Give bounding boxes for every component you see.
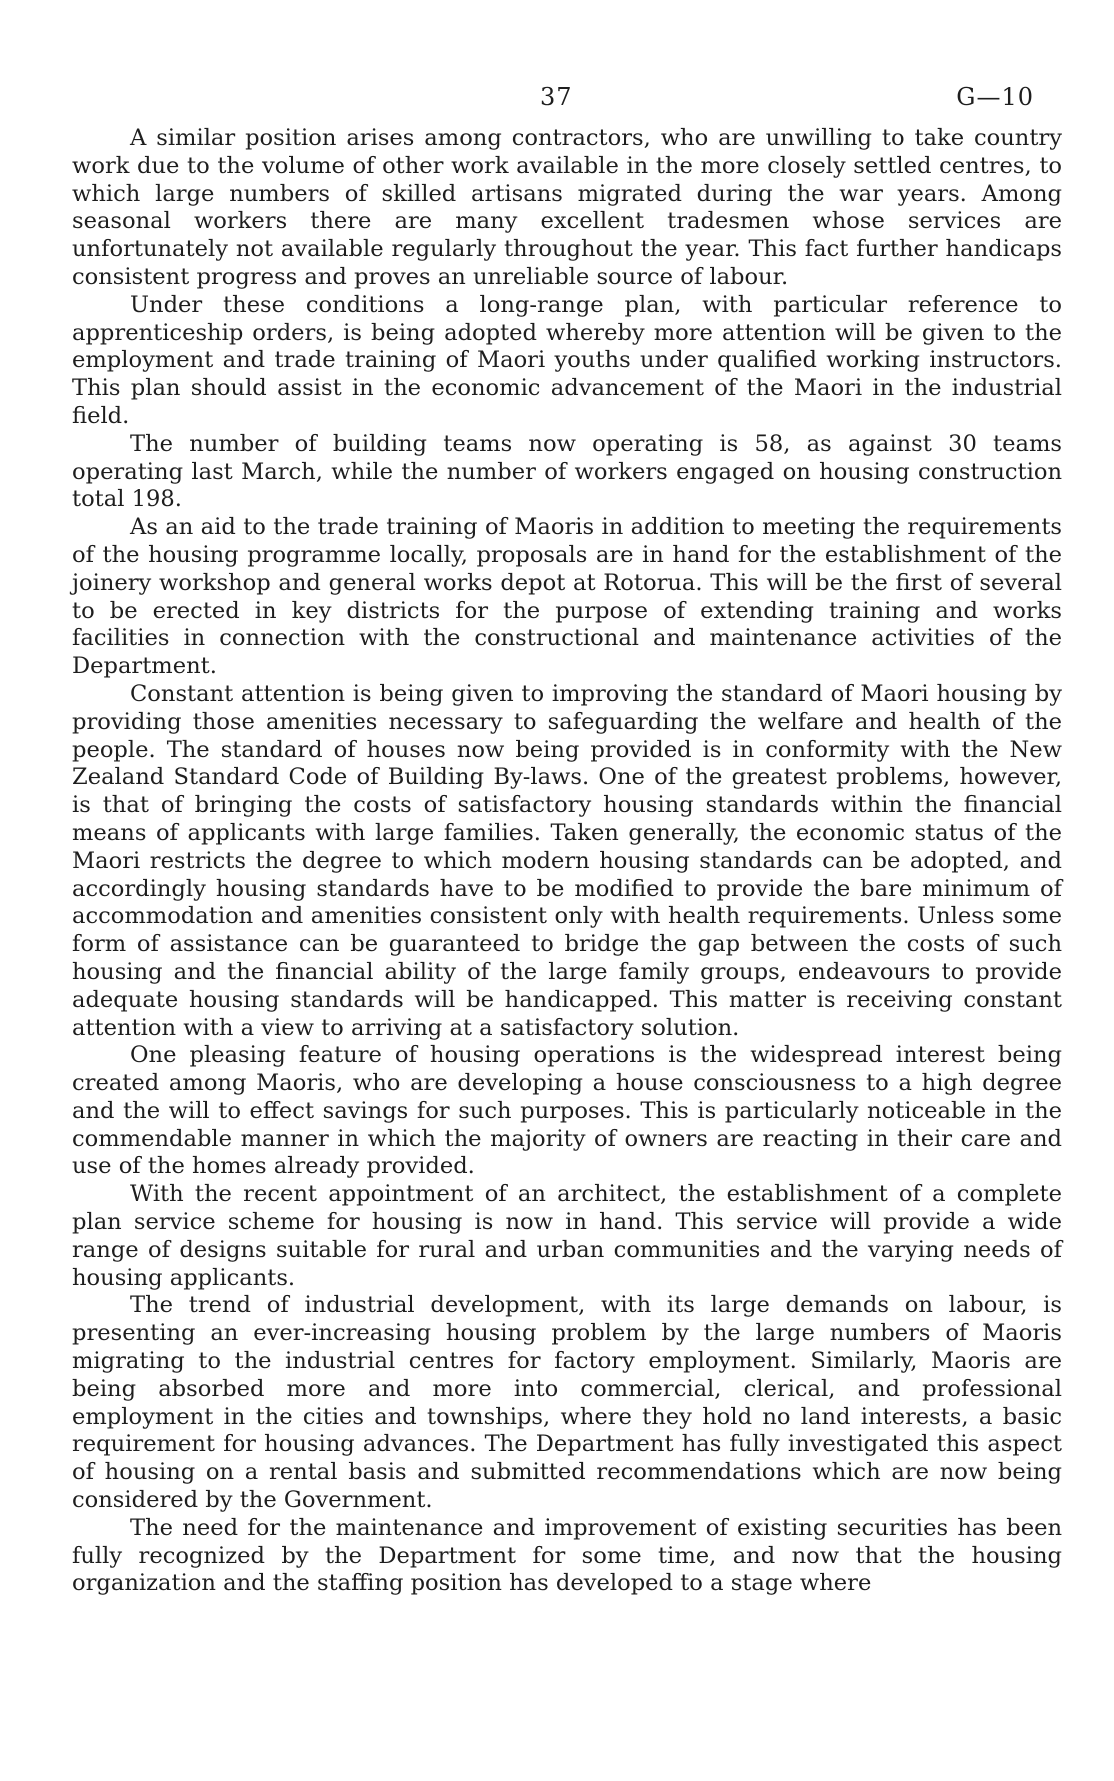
paragraph-contractors: A similar position arises among contractors, who are unwilling to take country work due to the volume of other work available in the more closely settled centres, to which large numbers of skilled artisans migrated during the war years. Among seasonal workers there are many excellent tradesmen whose services are unfortunately not available regularly throughout the year. This fact further handicaps consistent progress and proves an unreliable source of labour. xyxy=(72,125,1062,290)
paragraph-architect: With the recent appointment of an architect, the establishment of a complete plan service scheme for housing is now in hand. This service will provide a wide range of designs suitable for rural and urban communities and the varying needs of housing applicants. xyxy=(72,1181,1062,1291)
paragraph-housing-standards: Constant attention is being given to improving the standard of Maori housing by providing those amenities necessary to safeguarding the welfare and health of the people. The standard of houses now being provided is in conformity with the New Zealand Standard Code of Building By-laws. One of the greatest problems, however, is that of bringing the costs of satisfactory housing standards within the financial means of applicants with large families. Taken generally, the economic status of the Maori restricts the degree to which modern housing standards can be adopted, and accordingly housing standards have to be modified to provide the bare minimum of accommodation and amenities consistent only with health requirements. Unless some form of assistance can be guaranteed to bridge the gap between the costs of such housing and the financial ability of the large family groups, endeavours to provide adequate housing standards will be handicapped. This matter is receiving constant attention with a view to arriving at a satisfactory solution. xyxy=(72,680,1062,1041)
page-header xyxy=(0,80,1114,114)
report-code: G—10 xyxy=(956,83,1034,111)
paragraph-maintenance: The need for the maintenance and improvement of existing securities has been fully recognized by the Department for some time, and now that the housing organization and the staffing position has developed to a stage where xyxy=(72,1514,1062,1597)
paragraph-industrial-development: The trend of industrial development, with its large demands on labour, is presenting an ever-increasing housing problem by the large numbers of Maoris migrating to the industrial centres for factory employment. Similarly, Maoris are being absorbed more and more into commercial, clerical, and professional employment in the cities and townships, where they hold no land interests, a basic requirement for housing advances. The Department has fully investigated this aspect of housing on a rental basis and submitted recommendations which are now being considered by the Government. xyxy=(72,1292,1062,1514)
paragraph-long-range-plan: Under these conditions a long-range plan, with particular reference to apprenticeship orders, is being adopted whereby more attention will be given to the employment and trade training of Maori youths under qualified working instructors. This plan should assist in the economic advancement of the Maori in the industrial field. xyxy=(72,291,1062,429)
paragraph-building-teams: The number of building teams now operating is 58, as against 30 teams operating last March, while the number of workers engaged on housing construction total 198. xyxy=(72,430,1062,513)
paragraph-pleasing-feature: One pleasing feature of housing operations is the widespread interest being created among Maoris, who are developing a house consciousness to a high degree and the will to effect savings for such purposes. This is particularly noticeable in the commendable manner in which the majority of owners are reacting in their care and use of the homes already provided. xyxy=(72,1042,1062,1180)
paragraph-trade-training: As an aid to the trade training of Maoris in addition to meeting the requirements of the housing programme locally, proposals are in hand for the establishment of the joinery workshop and general works depot at Rotorua. This will be the first of several to be erected in key districts for the purpose of extending training and works facilities in connection with the constructional and maintenance activities of the Department. xyxy=(72,514,1062,680)
page-number: 37 xyxy=(540,83,573,111)
body-text xyxy=(72,125,1062,1598)
